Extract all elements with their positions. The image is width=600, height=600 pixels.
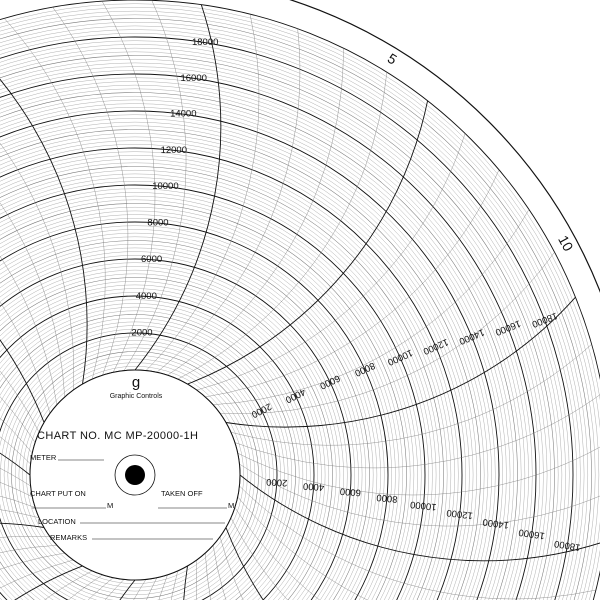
scale-label: 8000 xyxy=(147,217,169,229)
scale-label: 2000 xyxy=(131,327,153,339)
scale-label: 14000 xyxy=(170,108,197,120)
scale-label: 2000 xyxy=(265,475,288,488)
scale-label: 6000 xyxy=(141,254,163,266)
scale-label: 2000 xyxy=(249,400,274,420)
scale-label: 4000 xyxy=(135,290,157,302)
location-label: LOCATION xyxy=(38,517,76,526)
scale-label: 4000 xyxy=(302,480,325,493)
unit-right: M xyxy=(228,501,235,510)
scale-label: 16000 xyxy=(517,526,546,542)
brand-name: Graphic Controls xyxy=(109,393,163,400)
scale-label: 10000 xyxy=(385,346,415,368)
scale-label: 16000 xyxy=(493,317,523,338)
scale-label: 10000 xyxy=(409,498,438,513)
scale-label: 12000 xyxy=(445,506,474,521)
rim-time-label: 5 xyxy=(384,49,400,68)
scale-label: 6000 xyxy=(339,485,362,498)
rim-time-label: 10 xyxy=(555,232,577,254)
taken-off-label: TAKEN OFF xyxy=(161,489,203,498)
scale-label: 14000 xyxy=(457,326,486,347)
scale-label: 16000 xyxy=(180,72,207,84)
scale-label: 18000 xyxy=(553,537,582,553)
logo-icon: g xyxy=(131,374,141,391)
unit-left: M xyxy=(107,501,114,510)
scale-label: 10000 xyxy=(152,181,179,193)
remarks-label: REMARKS xyxy=(50,533,88,542)
meter-label: METER xyxy=(30,453,57,462)
chart-hub xyxy=(30,370,240,580)
scale-label: 8000 xyxy=(375,491,399,505)
scale-label: 12000 xyxy=(160,144,188,156)
scale-label: 4000 xyxy=(283,385,308,406)
chart-put-on-label: CHART PUT ON xyxy=(30,489,86,498)
center-hole xyxy=(125,465,145,485)
chart-number: CHART NO. MC MP-20000-1H xyxy=(37,430,199,442)
scale-label: 18000 xyxy=(191,37,219,49)
scale-label: 14000 xyxy=(481,516,510,531)
scale-label: 8000 xyxy=(352,359,377,379)
scale-label: 6000 xyxy=(317,372,342,392)
scale-label: 18000 xyxy=(530,309,559,330)
scale-label: 12000 xyxy=(421,336,450,357)
